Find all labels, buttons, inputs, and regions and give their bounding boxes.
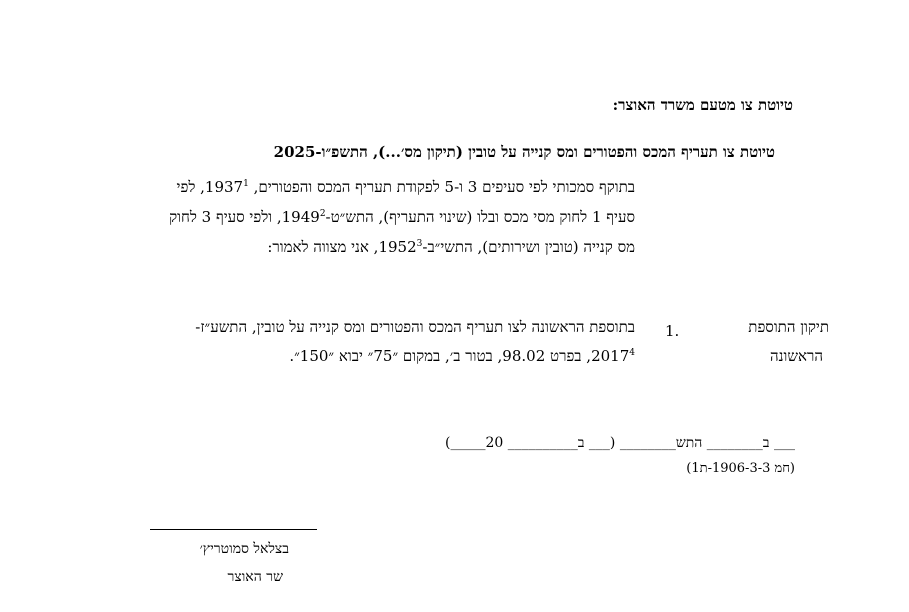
preamble-text: בתוקף סמכותי לפי סעיפים 3 ו-5 לפקודת תעריף המכס והפטורים, 1937	[204, 178, 635, 196]
section-margin-title: תיקון התוספת	[748, 318, 829, 336]
signature-line	[150, 529, 317, 530]
signer-name: בצלאל סמוטריץ׳	[199, 541, 289, 557]
signer-title: שר האוצר	[227, 569, 283, 585]
preamble-line-1	[177, 178, 635, 197]
footnote-marker: 2	[319, 209, 326, 219]
section-number: 1.	[665, 322, 680, 340]
file-reference: (חמ 1906-3-3-ת1)	[686, 461, 795, 476]
preamble-line-2	[169, 208, 635, 227]
section-body-line-1: בתוספת הראשונה לצו תעריף המכס והפטורים ומס קנייה על טובין, התשע״ז-	[195, 318, 635, 336]
footnote-marker: 3	[416, 239, 423, 249]
section-margin-title-continued: הראשונה	[770, 347, 823, 365]
preamble-text: , ולפי סעיף 3 לחוק	[169, 208, 282, 226]
section-text: , בפרט 98.02, בטור ב׳, במקום ״75״ יבוא ״150״.	[289, 347, 592, 365]
footnote-marker: 1	[243, 179, 249, 189]
draft-heading: טיוטת צו מטעם משרד האוצר:	[612, 96, 793, 114]
preamble-text: מס קנייה (טובין ושירותים), התשי״ב-1952	[378, 238, 635, 256]
preamble-text: סעיף 1 לחוק מסי מכס ובלו (שינוי התעריף), התש״ט-1949	[281, 208, 635, 226]
section-text: 2017	[591, 347, 630, 365]
footnote-marker: 4	[629, 348, 635, 358]
preamble-line-3	[267, 238, 635, 257]
preamble-text: , לפי	[176, 178, 205, 196]
date-line: ___ ב________ התש________ (___ ב__________ 20_____)	[444, 435, 795, 451]
preamble-text: , אני מצווה לאמור:	[267, 238, 379, 256]
order-title: טיוטת צו תעריף המכס והפטורים ומס קנייה על טובין (תיקון מס׳...), התשפ״ו-2025	[273, 143, 775, 161]
section-body-line-2	[289, 347, 635, 366]
